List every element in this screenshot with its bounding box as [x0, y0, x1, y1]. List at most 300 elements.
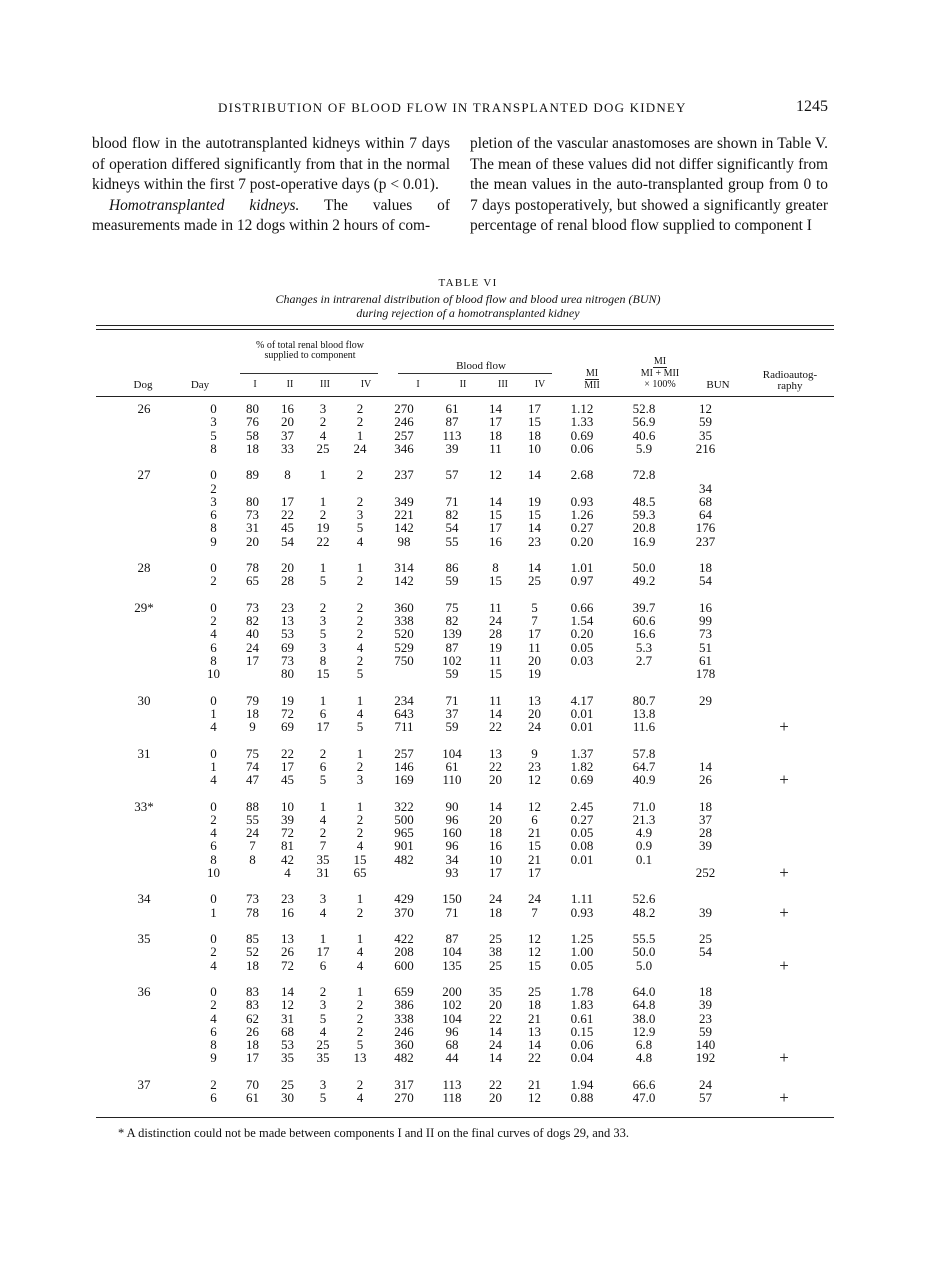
cell-flow-ii: 86 [445, 560, 459, 575]
cell-flow-ii: 87 [445, 931, 459, 946]
cell-percent: 49.2 [632, 573, 656, 589]
cell-flow-iv: 6 [531, 811, 538, 827]
cell-ratio [553, 482, 611, 495]
table-row [96, 601, 834, 614]
cell-pct-iv: 4 [356, 639, 364, 655]
cell-dog-empty [96, 760, 192, 773]
cell-radioautography: + [779, 1088, 789, 1107]
cell-percent: 66.6 [632, 1076, 656, 1092]
cell-bun: 54 [699, 573, 712, 589]
cell-dog: 27 [137, 467, 151, 483]
cell-pct-i: 62 [246, 1010, 259, 1026]
cell-flow-i: 500 [394, 811, 414, 827]
table-label: TABLE VI [438, 277, 498, 289]
cell-bun: 25 [699, 931, 712, 946]
cell-flow-i: 257 [394, 745, 414, 761]
cell-flow-iii: 20 [489, 1090, 502, 1105]
cell-percent: 48.2 [632, 904, 656, 920]
table-top-rule-1 [96, 325, 834, 326]
cell-pct-ii: 53 [281, 626, 294, 642]
cell-pct-ii: 45 [281, 772, 294, 787]
cell-day: 10 [207, 666, 220, 681]
cell-radioautography [734, 813, 834, 826]
cell-percent: 80.7 [632, 692, 656, 708]
cell-day: 2 [210, 573, 217, 589]
cell-pct-i: 40 [246, 626, 259, 642]
cell-flow-ii: 104 [442, 944, 462, 960]
page-number: 1245 [796, 98, 828, 115]
cell-flow-iv: 17 [528, 864, 541, 880]
cell-percent: 5.9 [635, 440, 653, 456]
cell-dog: 34 [137, 891, 151, 907]
cell-percent: 39.7 [632, 599, 656, 615]
cell-pct-ii: 10 [281, 798, 294, 814]
cell-pct-i: 61 [246, 1090, 259, 1105]
cell-flow-iii: 15 [489, 507, 502, 522]
cell-pct-iii: 4 [319, 427, 327, 443]
cell-pct-iii: 6 [319, 705, 327, 721]
cell-ratio: 0.04 [570, 1050, 594, 1066]
table-row [96, 945, 834, 958]
cell-day: 8 [210, 652, 217, 668]
cell-pct-i: 55 [246, 811, 259, 827]
cell-flow-ii: 118 [442, 1090, 462, 1105]
cell-pct-ii: 22 [281, 745, 294, 761]
cell-ratio: 0.20 [570, 533, 594, 549]
header-bottom-rule [96, 396, 834, 397]
cell-flow-i: 965 [394, 825, 414, 840]
cell-pct-i [235, 667, 270, 680]
left-paragraph-1: blood flow in the autotransplanted kidneys within 7 days of operation differed significantly from that in the normal kidneys within the first 7 post-operative days (p < 0.01). [92, 135, 450, 194]
cell-ratio: 2.45 [570, 798, 594, 814]
cell-pct-i: 70 [246, 1076, 259, 1092]
cell-pct-iii: 19 [316, 520, 330, 536]
cell-pct-iii: 5 [319, 1090, 327, 1105]
cell-pct-ii: 30 [281, 1090, 294, 1105]
cell-pct-iv: 4 [356, 705, 364, 721]
cell-ratio: 1.33 [570, 414, 594, 430]
cell-pct-i: 18 [246, 957, 259, 973]
cell-pct-iii: 4 [319, 1023, 327, 1039]
cell-ratio: 0.61 [570, 1010, 594, 1026]
cell-pct-ii: 31 [281, 1010, 294, 1026]
cell-flow-iv: 7 [531, 904, 538, 920]
cell-flow-iii: 20 [489, 811, 502, 827]
cell-day: 2 [210, 997, 217, 1013]
cell-dog-empty [96, 429, 192, 442]
cell-pct-iv: 2 [356, 599, 364, 615]
table-row [96, 402, 834, 415]
header-bun: BUN [706, 379, 730, 391]
cell-radioautography [734, 654, 834, 667]
cell-day: 8 [210, 851, 217, 867]
cell-percent: 52.6 [632, 891, 656, 907]
cell-pct-iv: 2 [356, 904, 364, 920]
cell-bun: 18 [699, 560, 712, 575]
cell-flow-i: 901 [394, 838, 414, 854]
group-spacer [96, 786, 834, 799]
table-row [96, 482, 834, 495]
cell-flow-iv: 12 [528, 1090, 541, 1105]
cell-percent: 48.5 [632, 493, 656, 509]
cell-flow-iii: 14 [489, 1023, 502, 1039]
cell-pct-i: 76 [246, 414, 259, 430]
cell-radioautography: + [779, 717, 789, 736]
cell-pct-iii: 8 [319, 652, 327, 668]
cell-flow-i: 429 [394, 891, 414, 907]
cell-day: 4 [210, 772, 217, 787]
header-ratio [574, 368, 610, 391]
cell-dog-empty [96, 1038, 192, 1051]
cell-flow-iv: 14 [528, 1037, 541, 1052]
cell-flow-iii: 14 [489, 798, 502, 814]
cell-radioautography [734, 614, 834, 627]
cell-pct-iv: 4 [356, 1090, 364, 1105]
table-row [96, 800, 834, 813]
cell-bun: 14 [699, 758, 712, 774]
cell-dog-empty [96, 959, 192, 972]
cell-flow-iv: 23 [528, 758, 541, 774]
left-paragraph-2 [92, 196, 450, 237]
cell-pct-iv: 2 [356, 1010, 364, 1026]
cell-percent: 59.3 [632, 507, 656, 522]
cell-percent: 4.8 [635, 1050, 653, 1066]
cell-pct-iii: 17 [316, 719, 330, 734]
table-row [96, 892, 834, 905]
cell-flow-ii: 61 [445, 401, 459, 416]
header-flow-III: III [498, 379, 508, 390]
cell-flow-iii: 14 [489, 1050, 502, 1066]
cell-dog: 31 [137, 745, 151, 761]
cell-flow-iii: 15 [489, 573, 502, 589]
cell-radioautography [734, 601, 834, 614]
cell-pct-iv: 65 [353, 864, 367, 880]
cell-radioautography [734, 429, 834, 442]
header-pct-III: III [320, 379, 330, 390]
cell-pct-ii: 14 [281, 984, 294, 999]
cell-dog-empty [96, 945, 192, 958]
cell-pct-iv: 1 [356, 692, 364, 708]
table-row [96, 959, 834, 972]
cell-flow-iii: 22 [489, 1010, 502, 1026]
header-flow-I: I [416, 379, 420, 390]
cell-flow-iv: 20 [528, 652, 541, 668]
cell-day: 0 [210, 467, 217, 483]
cell-day: 6 [210, 1090, 217, 1105]
cell-pct-i: 17 [246, 1050, 259, 1066]
cell-pct-ii: 25 [281, 1076, 294, 1092]
cell-flow-ii: 200 [442, 984, 462, 999]
cell-ratio: 0.93 [570, 904, 594, 920]
cell-flow-i: 529 [394, 639, 414, 655]
cell-radioautography [734, 402, 834, 415]
cell-pct-iv: 2 [356, 997, 364, 1013]
cell-pct-i: 83 [246, 997, 259, 1013]
cell-flow-iii: 16 [489, 838, 502, 854]
group-spacer [96, 879, 834, 892]
cell-pct-i: 20 [246, 533, 259, 549]
cell-pct-ii: 28 [281, 573, 294, 589]
cell-bun: 59 [699, 1023, 712, 1039]
cell-flow-iii: 8 [492, 560, 499, 575]
cell-pct-iv: 2 [356, 401, 364, 416]
cell-flow-iii: 11 [489, 440, 502, 456]
cell-percent: 13.8 [632, 705, 656, 721]
cell-pct-i: 89 [246, 467, 259, 483]
header-percent-denominator: MI + MII [640, 368, 680, 379]
cell-flow-i: 349 [394, 493, 414, 509]
cell-flow-iv: 24 [528, 719, 541, 734]
cell-flow-iv: 21 [528, 1010, 541, 1026]
table-row [96, 614, 834, 627]
cell-flow-i: 234 [394, 692, 414, 708]
data-table-body [96, 401, 834, 1107]
cell-dog-empty [96, 813, 192, 826]
cell-percent: 0.9 [635, 838, 653, 854]
cell-day: 2 [210, 944, 217, 960]
cell-day: 6 [210, 507, 217, 522]
cell-pct-iv: 4 [356, 838, 364, 854]
cell-pct-iv: 4 [356, 957, 364, 973]
cell-flow-ii: 160 [442, 825, 462, 840]
cell-day: 4 [210, 719, 217, 734]
cell-pct-iv: 2 [356, 811, 364, 827]
cell-flow-iv: 12 [528, 931, 541, 946]
cell-flow-iii: 13 [489, 745, 502, 761]
cell-flow-iv [516, 482, 553, 495]
cell-pct-iii: 2 [319, 984, 327, 999]
cell-ratio: 0.03 [570, 652, 594, 668]
cell-ratio: 4.17 [570, 692, 594, 708]
cell-bun: 18 [699, 984, 712, 999]
cell-dog-empty [96, 773, 192, 786]
cell-radioautography [734, 535, 834, 548]
cell-dog-empty [96, 1051, 192, 1064]
cell-flow-iv: 21 [528, 825, 541, 840]
cell-dog-empty [96, 535, 192, 548]
group-spacer [96, 972, 834, 985]
cell-bun: 216 [695, 440, 716, 456]
cell-dog: 33* [134, 798, 154, 814]
cell-flow-iv: 13 [528, 692, 541, 708]
cell-flow-iii: 20 [489, 997, 502, 1013]
cell-radioautography [734, 839, 834, 852]
table-row [96, 906, 834, 919]
cell-radioautography [734, 747, 834, 760]
cell-percent: 21.3 [632, 811, 656, 827]
cell-pct-iii: 2 [319, 599, 327, 615]
cell-ratio: 1.82 [570, 758, 594, 774]
cell-bun: 24 [699, 1076, 712, 1092]
table-row [96, 1012, 834, 1025]
cell-pct-ii: 20 [281, 560, 294, 575]
cell-flow-iii: 15 [489, 666, 502, 681]
cell-bun: 59 [699, 414, 712, 430]
cell-dog-empty [96, 521, 192, 534]
cell-pct-iii: 3 [319, 639, 327, 655]
cell-flow-i: 370 [394, 904, 414, 920]
cell-day: 9 [210, 1050, 217, 1066]
cell-flow-iv: 12 [528, 798, 541, 814]
cell-pct-i [235, 482, 270, 495]
cell-pct-ii: 53 [281, 1037, 294, 1052]
cell-percent: 5.3 [635, 639, 653, 655]
cell-pct-ii: 17 [281, 493, 294, 509]
cell-flow-ii: 71 [445, 904, 459, 920]
cell-pct-iii: 2 [319, 745, 327, 761]
cell-bun: 26 [699, 772, 712, 787]
cell-flow-ii: 135 [442, 957, 462, 973]
cell-pct-i: 85 [246, 931, 259, 946]
cell-pct-i [235, 866, 270, 879]
table-row [96, 694, 834, 707]
cell-pct-iv: 4 [356, 533, 364, 549]
cell-flow-iv: 17 [528, 401, 541, 416]
cell-flow-iii: 18 [489, 427, 502, 443]
cell-pct-ii [270, 482, 305, 495]
cell-dog-empty [96, 654, 192, 667]
cell-pct-iii: 6 [319, 957, 327, 973]
cell-pct-i: 79 [246, 692, 259, 708]
cell-pct-i: 73 [246, 891, 259, 907]
cell-flow-ii: 82 [445, 613, 459, 628]
cell-dog-empty [96, 707, 192, 720]
cell-dog-empty [96, 1091, 192, 1104]
cell-ratio: 0.27 [570, 520, 594, 536]
cell-flow-i: 246 [394, 1023, 414, 1039]
right-paragraph-1: pletion of the vascular anastomoses are shown in Table V. The mean of these values did not differ significantly from the mean values in the auto-transplanted group from 0 to 7 days postoperatively, but showed a significantly greater percentage of renal blood flow supplied to component I [470, 135, 828, 235]
cell-pct-iv: 4 [356, 944, 364, 960]
table-row [96, 720, 834, 733]
cell-flow-i: 317 [394, 1076, 414, 1092]
cell-radioautography [734, 998, 834, 1011]
cell-ratio: 0.05 [570, 639, 594, 655]
header-ratio-numerator: MI [585, 368, 599, 379]
cell-dog-empty [96, 495, 192, 508]
cell-pct-iii: 25 [316, 440, 330, 456]
cell-radioautography [734, 442, 834, 455]
cell-pct-ii: 68 [281, 1023, 294, 1039]
cell-ratio: 1.94 [570, 1076, 594, 1092]
cell-flow-iv: 14 [528, 520, 541, 536]
cell-pct-i: 75 [246, 745, 259, 761]
cell-pct-iv: 2 [356, 652, 364, 668]
cell-pct-ii: 69 [281, 719, 294, 734]
cell-percent: 55.5 [632, 931, 656, 946]
cell-pct-iii: 2 [319, 507, 327, 522]
cell-flow-iv: 15 [528, 507, 541, 522]
cell-bun: 68 [699, 493, 712, 509]
cell-ratio [553, 866, 611, 879]
cell-bun [677, 468, 734, 481]
cell-day: 1 [210, 904, 217, 920]
header-pct-IV: IV [360, 379, 372, 390]
table-row [96, 468, 834, 481]
cell-pct-ii: 72 [281, 705, 294, 721]
group-spacer [96, 455, 834, 468]
cell-ratio: 1.37 [570, 745, 594, 761]
table-top-rule-2 [96, 329, 834, 330]
cell-percent: 16.6 [632, 626, 656, 642]
header-ratio-denominator: MII [584, 380, 600, 391]
cell-flow-ii: 71 [445, 692, 459, 708]
cell-pct-ii: 8 [284, 467, 291, 483]
cell-day: 3 [210, 414, 217, 430]
cell-day: 4 [210, 1010, 217, 1026]
cell-flow-ii: 150 [442, 891, 462, 907]
cell-flow-iii: 14 [489, 401, 502, 416]
cell-radioautography [734, 561, 834, 574]
cell-flow-ii: 110 [442, 772, 462, 787]
cell-pct-ii: 13 [281, 931, 294, 946]
running-head-title: DISTRIBUTION OF BLOOD FLOW IN TRANSPLANTED DOG KIDNEY [218, 100, 687, 115]
cell-flow-ii: 104 [442, 745, 462, 761]
cell-dog-empty [96, 839, 192, 852]
cell-pct-iv: 2 [356, 825, 364, 840]
cell-flow-ii: 102 [442, 652, 462, 668]
cell-flow-ii: 59 [445, 719, 459, 734]
cell-pct-i: 26 [246, 1023, 259, 1039]
cell-flow-ii: 93 [445, 864, 459, 880]
cell-pct-iii: 25 [316, 1037, 330, 1052]
cell-flow-i: 270 [394, 401, 414, 416]
cell-flow-iii: 11 [489, 599, 502, 615]
cell-bun [677, 747, 734, 760]
cell-flow-iii: 14 [489, 705, 502, 721]
cell-bun: 51 [699, 639, 712, 655]
header-flow-II: II [459, 379, 467, 390]
cell-ratio: 0.01 [570, 851, 594, 867]
cell-flow-i: 750 [394, 652, 414, 668]
cell-radioautography: + [779, 955, 789, 975]
cell-flow-ii: 104 [442, 1010, 462, 1026]
cell-pct-iv: 5 [356, 719, 364, 734]
cell-radioautography [734, 826, 834, 839]
cell-pct-iv: 2 [356, 467, 364, 483]
cell-flow-i: 98 [397, 533, 411, 549]
cell-flow-iv: 18 [528, 427, 541, 443]
cell-flow-iii: 11 [489, 692, 502, 708]
cell-pct-i: 78 [246, 904, 259, 920]
cell-flow-i: 270 [394, 1090, 414, 1105]
cell-pct-i: 88 [246, 798, 259, 814]
cell-percent [611, 866, 677, 879]
cell-percent [611, 482, 677, 495]
table-row [96, 654, 834, 667]
cell-bun: 99 [699, 613, 712, 628]
cell-pct-iii: 6 [319, 758, 327, 774]
cell-flow-iv: 25 [528, 984, 541, 999]
cell-pct-ii: 69 [281, 639, 294, 655]
table-footnote: * A distinction could not be made between components I and II on the final curves of dogs 29, and 33. [118, 1126, 629, 1140]
table-bottom-rule [96, 1117, 834, 1118]
cell-percent: 6.8 [635, 1037, 653, 1052]
cell-pct-iii: 35 [316, 851, 330, 867]
cell-pct-iii: 7 [319, 838, 327, 854]
cell-flow-ii: 102 [442, 997, 462, 1013]
cell-day: 2 [210, 1076, 217, 1092]
table-row [96, 760, 834, 773]
cell-day: 3 [210, 493, 217, 509]
cell-pct-iv: 15 [353, 851, 367, 867]
cell-pct-iii: 3 [319, 613, 327, 628]
cell-pct-iii: 1 [319, 931, 327, 946]
cell-pct-iv: 1 [356, 984, 364, 999]
cell-flow-i: 711 [394, 719, 414, 734]
cell-ratio: 0.69 [570, 772, 594, 787]
cell-pct-ii: 33 [281, 440, 294, 456]
cell-percent: 52.8 [632, 401, 656, 416]
